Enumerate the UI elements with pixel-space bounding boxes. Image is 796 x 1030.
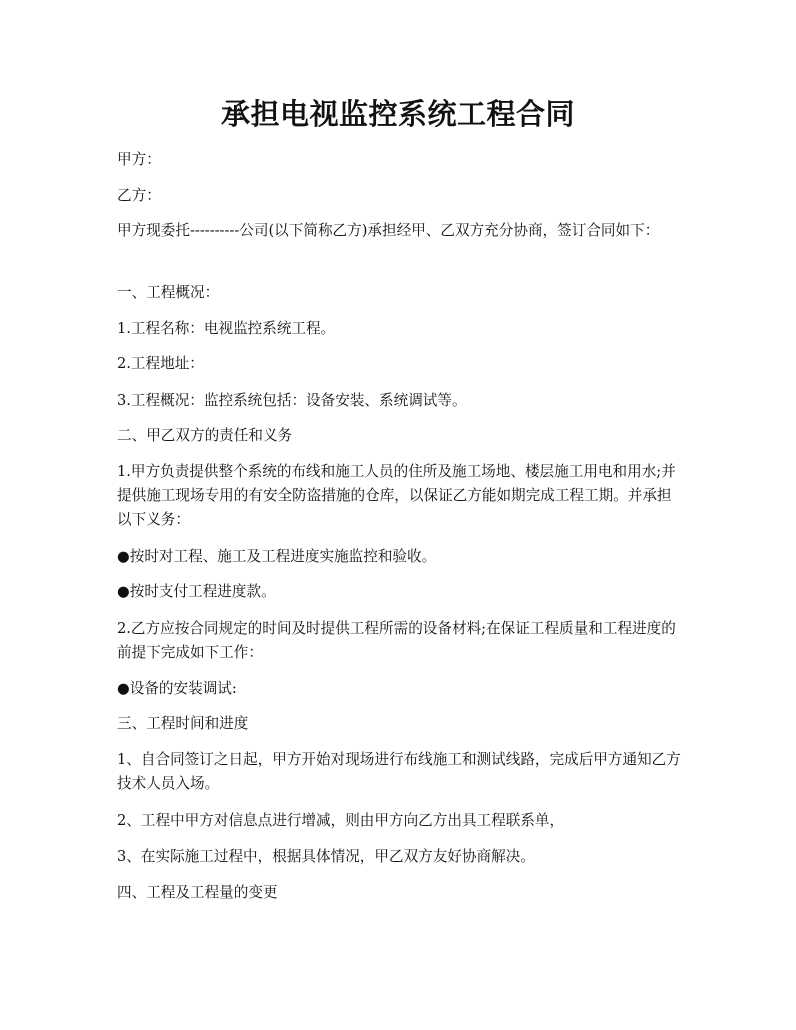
project-address-line: 2.工程地址： — [117, 355, 204, 372]
party-a-duty-paragraph: 1.甲方负责提供整个系统的布线和施工人员的住所及施工场地、楼层施工用电和用水;并提供施工现场专用的有安全防盗措施的仓库，以保证乙方能如期完成工程工期。并承担以下义务： — [117, 463, 676, 528]
section-heading-1: 一、工程概况： — [117, 284, 220, 301]
party-b-line: 乙方： — [117, 187, 161, 204]
party-b-duty-paragraph: 2.乙方应按合同规定的时间及时提供工程所需的设备材料;在保证工程质量和工程进度的前提下完成如下工作： — [117, 620, 676, 661]
section-heading-3: 三、工程时间和进度 — [117, 715, 249, 732]
section-heading-4: 四、工程及工程量的变更 — [117, 884, 278, 901]
project-name-line: 1.工程名称：电视监控系统工程。 — [117, 320, 336, 337]
schedule-item-2: 2、工程中甲方对信息点进行增减，则由甲方向乙方出具工程联系单， — [117, 812, 565, 829]
bullet-item: ●按时对工程、施工及工程进度实施监控和验收。 — [117, 548, 437, 565]
project-overview-line: 3.工程概况：监控系统包括：设备安装、系统调试等。 — [117, 392, 467, 409]
bullet-item: ●按时支付工程进度款。 — [117, 583, 276, 600]
bullet-item: ●设备的安装调试: — [117, 680, 237, 697]
schedule-item-1: 1、自合同签订之日起，甲方开始对现场进行布线施工和测试线路，完成后甲方通知乙方技术人员入场。 — [117, 751, 681, 792]
document-title: 承担电视监控系统工程合同 — [220, 97, 575, 131]
section-heading-2: 二、甲乙双方的责任和义务 — [117, 427, 293, 444]
party-a-line: 甲方： — [117, 151, 161, 168]
schedule-item-3: 3、在实际施工过程中，根据具体情况，甲乙双方友好协商解决。 — [117, 848, 535, 865]
intro-paragraph: 甲方现委托----------公司(以下简称乙方)承担经甲、乙双方充分协商，签订合同如下： — [117, 222, 660, 239]
